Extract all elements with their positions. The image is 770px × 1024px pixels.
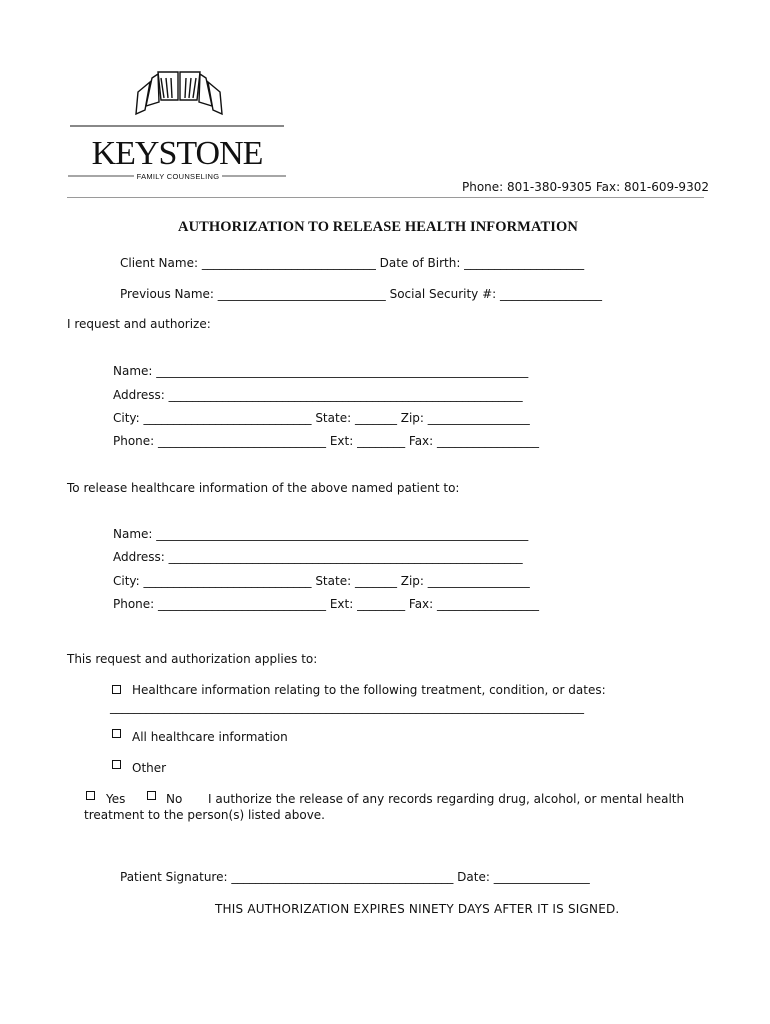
- provider1-address-row[interactable]: Address: ___________________________________________________________: [113, 388, 523, 402]
- header-divider: [67, 197, 704, 198]
- all-info-checkbox[interactable]: [112, 729, 121, 738]
- provider2-name-row[interactable]: Name: ______________________________________________________________: [113, 527, 529, 541]
- request-intro: I request and authorize:: [67, 317, 211, 331]
- release-intro: To release healthcare information of the above named patient to:: [67, 481, 460, 495]
- no-label: No: [166, 792, 183, 806]
- previous-name-row[interactable]: Previous Name: ____________________________ Social Security #: _________________: [120, 287, 602, 301]
- applies-intro: This request and authorization applies to:: [67, 652, 318, 666]
- provider2-phone-row[interactable]: Phone: ____________________________ Ext: ________ Fax: _________________: [113, 597, 540, 611]
- client-name-row[interactable]: Client Name: _____________________________ Date of Birth: ____________________: [120, 256, 585, 270]
- expiration-notice: THIS AUTHORIZATION EXPIRES NINETY DAYS AFTER IT IS SIGNED.: [215, 902, 620, 916]
- keystone-logo: [66, 70, 288, 182]
- provider1-phone-row[interactable]: Phone: ____________________________ Ext: ________ Fax: _________________: [113, 434, 540, 448]
- provider2-city-row[interactable]: City: ____________________________ State: _______ Zip: _________________: [113, 574, 530, 588]
- other-option-label: Other: [132, 761, 167, 775]
- treatment-option-label: Healthcare information relating to the following treatment, condition, or dates:: [132, 683, 606, 697]
- signature-row[interactable]: Patient Signature: _____________________________________ Date: ________________: [120, 870, 590, 884]
- form-title: AUTHORIZATION TO RELEASE HEALTH INFORMATION: [178, 219, 578, 235]
- logo-wordmark: KEYSTONE: [91, 135, 263, 172]
- provider1-name-row[interactable]: Name: ______________________________________________________________: [113, 364, 529, 378]
- substance-consent-text-line2: treatment to the person(s) listed above.: [84, 808, 325, 822]
- yes-label: Yes: [106, 792, 126, 806]
- provider1-city-row[interactable]: City: ____________________________ State: _______ Zip: _________________: [113, 411, 530, 425]
- substance-consent-text-line1: I authorize the release of any records regarding drug, alcohol, or mental health: [208, 792, 685, 806]
- treatment-details-line[interactable]: _______________________________________________________________________________: [110, 700, 584, 714]
- provider2-address-row[interactable]: Address: ___________________________________________________________: [113, 550, 523, 564]
- yes-checkbox[interactable]: [86, 791, 95, 800]
- no-checkbox[interactable]: [147, 791, 156, 800]
- logo-tagline: FAMILY COUNSELING: [136, 172, 220, 181]
- other-checkbox[interactable]: [112, 760, 121, 769]
- all-info-option-label: All healthcare information: [132, 730, 288, 744]
- treatment-checkbox[interactable]: [112, 685, 121, 694]
- contact-info: Phone: 801-380-9305 Fax: 801-609-9302: [462, 180, 709, 194]
